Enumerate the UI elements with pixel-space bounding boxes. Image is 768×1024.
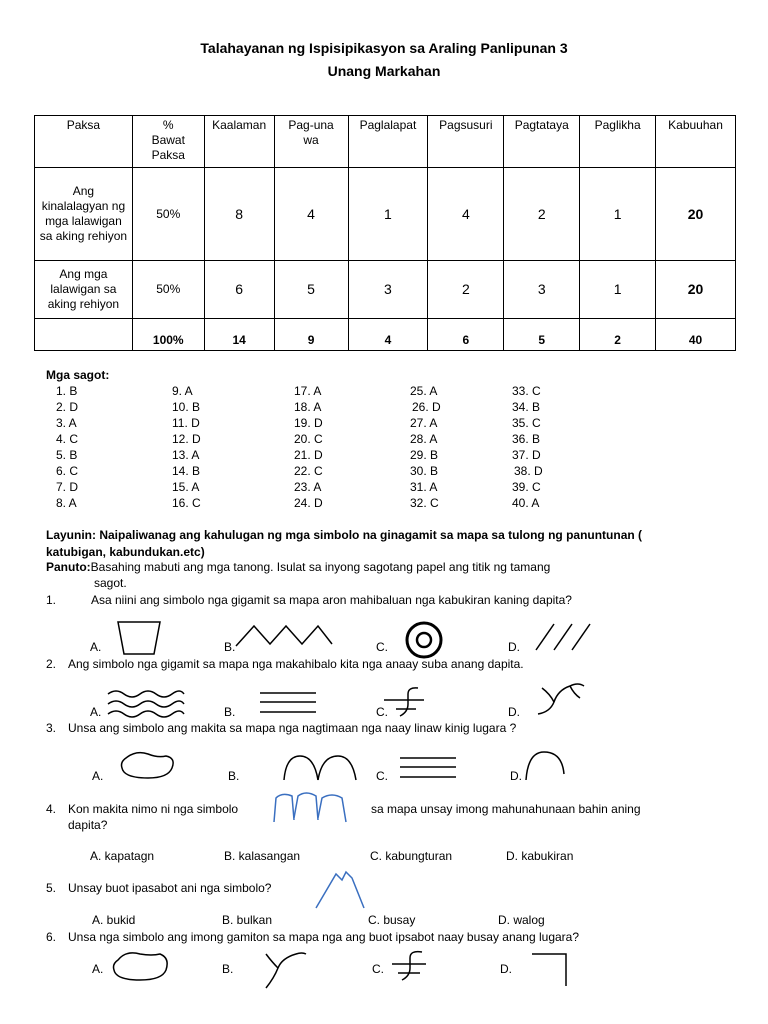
- waterfall-symbol: [378, 684, 428, 720]
- instructions: [46, 560, 550, 574]
- answer-item: 17. A: [294, 384, 322, 398]
- option-text: B. bulkan: [222, 913, 273, 927]
- header-cell: Paksa: [35, 116, 133, 168]
- percent-cell: 50%: [132, 168, 204, 261]
- total-cell: 20: [656, 168, 736, 261]
- table-row: [35, 261, 736, 319]
- header-cell: Paglalapat: [348, 116, 428, 168]
- question-number: 3.: [46, 721, 57, 735]
- answer-item: 26. D: [412, 400, 441, 414]
- answer-item: 8. A: [56, 496, 77, 510]
- option-text: A. kapatagn: [90, 849, 155, 863]
- option-letter: A.: [90, 705, 102, 719]
- answer-item: 3. A: [56, 416, 77, 430]
- value-cell: 1: [348, 168, 428, 261]
- answer-item: 11. D: [172, 416, 200, 430]
- value-cell: 4: [274, 168, 348, 261]
- answer-item: 5. B: [56, 448, 78, 462]
- answer-item: 40. A: [512, 496, 540, 510]
- option-letter: D.: [500, 962, 512, 976]
- answer-item: 22. C: [294, 464, 323, 478]
- question-text: sa mapa unsay imong mahunahunaan bahin aning: [371, 802, 641, 816]
- wavy-lines-symbol: [106, 688, 186, 718]
- value-cell: 2: [504, 168, 580, 261]
- page-title: Talahayanan ng Ispisipikasyon sa Araling Panlipunan 3: [200, 40, 568, 56]
- value-cell: 8: [204, 168, 274, 261]
- answer-item: 34. B: [512, 400, 541, 414]
- header-cell: Paglikha: [580, 116, 656, 168]
- specification-table: [34, 115, 736, 351]
- answer-item: 25. A: [410, 384, 438, 398]
- option-text: A. bukid: [92, 913, 136, 927]
- option-letter: B.: [228, 769, 240, 783]
- answer-item: 21. D: [294, 448, 323, 462]
- answer-item: 23. A: [294, 480, 322, 494]
- option-letter: A.: [90, 640, 102, 654]
- answer-item: 10. B: [172, 400, 201, 414]
- lake-blob-symbol: [118, 748, 178, 782]
- answer-item: 4. C: [56, 432, 79, 446]
- instructions-text: Basahing mabuti ang mga tanong. Isulat sa inyong sagotang papel ang titik ng tamang: [90, 560, 551, 574]
- lake-blob-symbol: [110, 948, 172, 984]
- question-text: Asa niini ang simbolo nga gigamit sa mapa aron mahibaluan nga kabukiran kaning dapita?: [91, 593, 572, 607]
- option-letter: C.: [376, 640, 388, 654]
- header-cell: Pagsusuri: [428, 116, 504, 168]
- answer-item: 24. D: [294, 496, 323, 510]
- cliff-corner-symbol: [528, 950, 572, 988]
- answer-item: 30. B: [410, 464, 439, 478]
- double-hill-symbol: [282, 752, 362, 782]
- header-cell: Kabuuhan: [656, 116, 736, 168]
- answer-item: 20. C: [294, 432, 323, 446]
- answers-title: Mga sagot:: [46, 368, 110, 382]
- answer-item: 35. C: [512, 416, 541, 430]
- option-letter: B.: [222, 962, 234, 976]
- answer-item: 19. D: [294, 416, 323, 430]
- value-cell: 6: [428, 319, 504, 351]
- answer-item: 7. D: [56, 480, 79, 494]
- value-cell: 1: [580, 168, 656, 261]
- question-number: 4.: [46, 802, 57, 816]
- answer-item: 1. B: [56, 384, 78, 398]
- river-branch-symbol: [256, 944, 308, 990]
- value-cell: 3: [348, 261, 428, 319]
- volcano-symbol: [312, 868, 368, 910]
- percent-cell: 50%: [132, 261, 204, 319]
- value-cell: 4: [348, 319, 428, 351]
- slash-lines-symbol: [534, 622, 596, 652]
- answer-item: 16. C: [172, 496, 201, 510]
- question-text: dapita?: [68, 818, 108, 832]
- total-cell: 40: [656, 319, 736, 351]
- answer-item: 37. D: [512, 448, 541, 462]
- answer-item: 9. A: [172, 384, 193, 398]
- answer-item: 29. B: [410, 448, 439, 462]
- objective-line: katubigan, kabundukan.etc): [46, 545, 205, 559]
- option-letter: C.: [372, 962, 384, 976]
- value-cell: 2: [428, 261, 504, 319]
- header-cell: Pag-una wa: [274, 116, 348, 168]
- table-row: [35, 168, 736, 261]
- option-letter: D.: [508, 705, 520, 719]
- value-cell: 9: [274, 319, 348, 351]
- topic-cell: Ang mga lalawigan sa aking rehiyon: [35, 261, 133, 319]
- concentric-circle-symbol: [404, 620, 444, 660]
- answer-item: 39. C: [512, 480, 541, 494]
- option-letter: B.: [224, 705, 236, 719]
- header-cell: Pagtataya: [504, 116, 580, 168]
- header-cell: Kaalaman: [204, 116, 274, 168]
- answer-item: 12. D: [172, 432, 201, 446]
- percent-cell: 100%: [132, 319, 204, 351]
- option-text: D. kabukiran: [506, 849, 574, 863]
- option-letter: D.: [510, 769, 522, 783]
- value-cell: 4: [428, 168, 504, 261]
- answer-item: 2. D: [56, 400, 79, 414]
- answer-item: 38. D: [514, 464, 543, 478]
- option-letter: C.: [376, 769, 388, 783]
- option-letter: C.: [376, 705, 388, 719]
- value-cell: 3: [504, 261, 580, 319]
- answer-item: 31. A: [410, 480, 438, 494]
- question-text: Ang simbolo nga gigamit sa mapa nga makahibalo kita nga anaay suba anang dapita.: [68, 657, 524, 671]
- header-cell: % Bawat Paksa: [132, 116, 204, 168]
- instructions-text: sagot.: [94, 576, 127, 590]
- value-cell: 1: [580, 261, 656, 319]
- answer-item: 28. A: [410, 432, 438, 446]
- answer-item: 36. B: [512, 432, 541, 446]
- total-cell: 20: [656, 261, 736, 319]
- question-number: 1.: [46, 593, 57, 607]
- topic-cell: Ang kinalalagyan ng mga lalawigan sa aking rehiyon: [35, 168, 133, 261]
- zigzag-symbol: [234, 622, 334, 650]
- answer-item: 15. A: [172, 480, 200, 494]
- option-letter: A.: [92, 769, 104, 783]
- question-text: Unsay buot ipasabot ani nga simbolo?: [68, 881, 272, 895]
- question-number: 5.: [46, 881, 57, 895]
- option-letter: B.: [224, 640, 236, 654]
- value-cell: 2: [580, 319, 656, 351]
- option-letter: A.: [92, 962, 104, 976]
- single-hill-symbol: [522, 748, 568, 782]
- mountain-range-symbol: [268, 790, 364, 826]
- option-letter: D.: [508, 640, 520, 654]
- table-header-row: [35, 116, 736, 168]
- option-text: C. busay: [368, 913, 416, 927]
- question-number: 2.: [46, 657, 57, 671]
- table-total-row: [35, 319, 736, 351]
- parallel-lines-symbol: [398, 755, 458, 781]
- question-number: 6.: [46, 930, 57, 944]
- answer-item: 27. A: [410, 416, 438, 430]
- answer-item: 14. B: [172, 464, 201, 478]
- objective-line: Layunin: Naipaliwanag ang kahulugan ng mga simbolo na ginagamit sa mapa sa tulong ng panuntunan (: [46, 528, 643, 542]
- farmland-bucket-symbol: [116, 620, 164, 656]
- instructions-label: Panuto:: [46, 560, 91, 574]
- answer-item: 18. A: [294, 400, 322, 414]
- option-text: C. kabungturan: [370, 849, 453, 863]
- parallel-lines-symbol: [258, 690, 318, 716]
- question-text: Unsa ang simbolo ang makita sa mapa nga nagtimaan nga naay linaw kinig lugara ?: [68, 721, 517, 735]
- waterfall-symbol: [386, 946, 436, 986]
- question-text: Kon makita nimo ni nga simbolo: [68, 802, 239, 816]
- topic-cell: [35, 319, 133, 351]
- value-cell: 5: [504, 319, 580, 351]
- value-cell: 5: [274, 261, 348, 319]
- answer-item: 33. C: [512, 384, 541, 398]
- page-subtitle: Unang Markahan: [327, 63, 441, 79]
- answer-item: 32. C: [410, 496, 439, 510]
- value-cell: 14: [204, 319, 274, 351]
- river-branch-symbol: [534, 680, 594, 720]
- value-cell: 6: [204, 261, 274, 319]
- question-text: Unsa nga simbolo ang imong gamiton sa mapa nga ang buot ipsabot naay busay anang lugara?: [68, 930, 580, 944]
- answer-item: 13. A: [172, 448, 200, 462]
- option-text: D. walog: [498, 913, 545, 927]
- answer-item: 6. C: [56, 464, 79, 478]
- option-text: B. kalasangan: [224, 849, 301, 863]
